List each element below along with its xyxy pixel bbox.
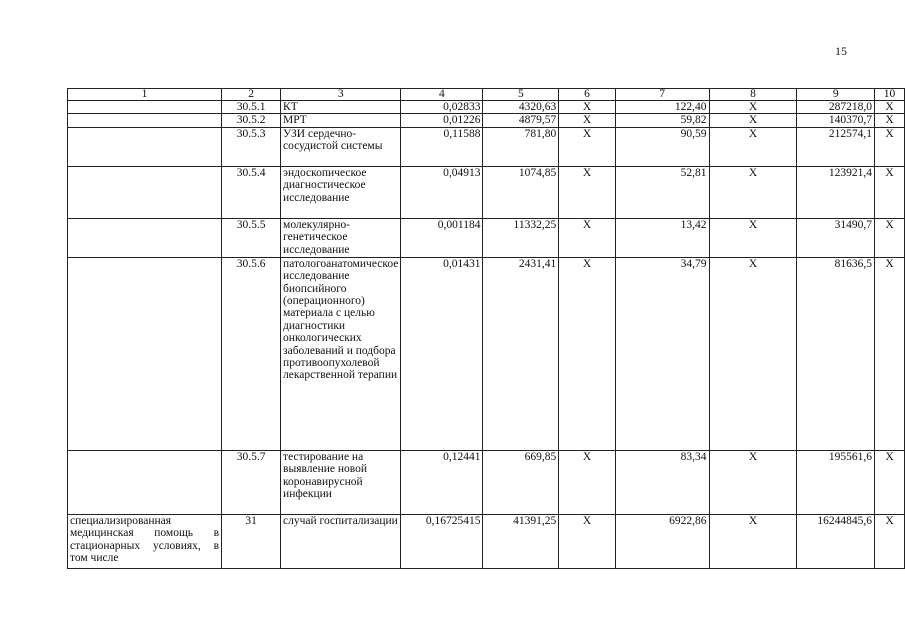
table-cell-col10: Х xyxy=(875,114,905,127)
table-cell-col10: Х xyxy=(875,101,905,114)
header-cell: 8 xyxy=(709,89,797,101)
table-cell-col6: Х xyxy=(559,514,615,568)
table-cell-col2: 30.5.3 xyxy=(222,127,281,166)
table-cell-col5: 669,85 xyxy=(483,450,559,514)
table-cell-col1 xyxy=(68,166,222,218)
table-cell-col10: Х xyxy=(875,257,905,450)
table-row xyxy=(68,114,905,127)
table-cell-col1 xyxy=(68,127,222,166)
table-row xyxy=(68,257,905,450)
header-cell: 10 xyxy=(875,89,905,101)
table-cell-col2: 30.5.6 xyxy=(222,257,281,450)
table-cell-col2: 30.5.7 xyxy=(222,450,281,514)
header-cell: 5 xyxy=(483,89,559,101)
table-cell-col5: 41391,25 xyxy=(483,514,559,568)
header-row xyxy=(68,89,905,101)
table-row xyxy=(68,166,905,218)
table-cell-col10: Х xyxy=(875,166,905,218)
table-cell-col4: 0,04913 xyxy=(401,166,483,218)
header-cell: 2 xyxy=(222,89,281,101)
table-cell-col10: Х xyxy=(875,514,905,568)
table-row xyxy=(68,514,905,568)
table-cell-col6: Х xyxy=(559,166,615,218)
header-cell: 4 xyxy=(401,89,483,101)
table-cell-col2: 30.5.2 xyxy=(222,114,281,127)
table-cell-col8: Х xyxy=(709,101,797,114)
table-cell-col3: КТ xyxy=(281,101,401,114)
table-cell-col6: Х xyxy=(559,218,615,257)
table-cell-col6: Х xyxy=(559,450,615,514)
tariff-table xyxy=(67,88,905,569)
table-cell-col4: 0,16725415 xyxy=(401,514,483,568)
table-cell-col8: Х xyxy=(709,450,797,514)
table-cell-col1 xyxy=(68,101,222,114)
table-cell-col8: Х xyxy=(709,114,797,127)
table-cell-col10: Х xyxy=(875,218,905,257)
table-cell-col9: 212574,1 xyxy=(797,127,875,166)
header-cell: 3 xyxy=(281,89,401,101)
table-cell-col2: 30.5.1 xyxy=(222,101,281,114)
table-cell-col4: 0,02833 xyxy=(401,101,483,114)
table-cell-col1: специализированная медицинская помощь в стационарных условиях, в том числе xyxy=(68,514,222,568)
table-row xyxy=(68,101,905,114)
table-row xyxy=(68,127,905,166)
table-cell-col9: 16244845,6 xyxy=(797,514,875,568)
table-cell-col5: 2431,41 xyxy=(483,257,559,450)
header-cell: 9 xyxy=(797,89,875,101)
table-cell-col1 xyxy=(68,450,222,514)
table-cell-col1 xyxy=(68,218,222,257)
table-cell-col7: 6922,86 xyxy=(615,514,709,568)
table-cell-col3: тестирование на выявление новой коронавирусной инфекции xyxy=(281,450,401,514)
table-cell-col5: 1074,85 xyxy=(483,166,559,218)
table-cell-col9: 31490,7 xyxy=(797,218,875,257)
table-cell-col7: 34,79 xyxy=(615,257,709,450)
header-cell: 7 xyxy=(615,89,709,101)
table-cell-col6: Х xyxy=(559,257,615,450)
table-cell-col5: 11332,25 xyxy=(483,218,559,257)
table-row xyxy=(68,218,905,257)
table-cell-col7: 83,34 xyxy=(615,450,709,514)
table-cell-col5: 4320,63 xyxy=(483,101,559,114)
header-cell: 1 xyxy=(68,89,222,101)
table-cell-col10: Х xyxy=(875,450,905,514)
table-cell-col3: УЗИ сердечно-сосудистой системы xyxy=(281,127,401,166)
table-cell-col7: 52,81 xyxy=(615,166,709,218)
table-cell-col6: Х xyxy=(559,114,615,127)
table-cell-col8: Х xyxy=(709,127,797,166)
table-cell-col1 xyxy=(68,257,222,450)
table-cell-col8: Х xyxy=(709,218,797,257)
table-body xyxy=(68,101,905,569)
header-cell: 6 xyxy=(559,89,615,101)
table-cell-col2: 31 xyxy=(222,514,281,568)
table-cell-col9: 81636,5 xyxy=(797,257,875,450)
page-number: 15 xyxy=(835,44,847,58)
table-cell-col8: Х xyxy=(709,514,797,568)
table-cell-col7: 13,42 xyxy=(615,218,709,257)
table-cell-col3: молекулярно-генетическое исследование xyxy=(281,218,401,257)
table-cell-col4: 0,12441 xyxy=(401,450,483,514)
table-cell-col3: эндоскопическое диагностическое исследование xyxy=(281,166,401,218)
table-cell-col3: случай госпитализации xyxy=(281,514,401,568)
table-cell-col1 xyxy=(68,114,222,127)
table-cell-col9: 195561,6 xyxy=(797,450,875,514)
table-cell-col9: 123921,4 xyxy=(797,166,875,218)
table-cell-col2: 30.5.5 xyxy=(222,218,281,257)
table-cell-col8: Х xyxy=(709,166,797,218)
table-cell-col3: патологоанатомическое исследование биопсийного (операционного) материала с целью диагностики онкологических заболеваний и подбора противоопухолевой лекарственной терапии xyxy=(281,257,401,450)
table-cell-col7: 122,40 xyxy=(615,101,709,114)
table-cell-col4: 0,01226 xyxy=(401,114,483,127)
table-cell-col4: 0,01431 xyxy=(401,257,483,450)
table-cell-col9: 287218,0 xyxy=(797,101,875,114)
table-cell-col9: 140370,7 xyxy=(797,114,875,127)
table-cell-col6: Х xyxy=(559,127,615,166)
table-cell-col3: МРТ xyxy=(281,114,401,127)
table-cell-col7: 90,59 xyxy=(615,127,709,166)
table-cell-col4: 0,11588 xyxy=(401,127,483,166)
table-cell-col5: 4879,57 xyxy=(483,114,559,127)
table-cell-col4: 0,001184 xyxy=(401,218,483,257)
table-row xyxy=(68,450,905,514)
table-cell-col7: 59,82 xyxy=(615,114,709,127)
table-cell-col2: 30.5.4 xyxy=(222,166,281,218)
table-cell-col6: Х xyxy=(559,101,615,114)
table-cell-col10: Х xyxy=(875,127,905,166)
table-cell-col8: Х xyxy=(709,257,797,450)
table-cell-col5: 781,80 xyxy=(483,127,559,166)
